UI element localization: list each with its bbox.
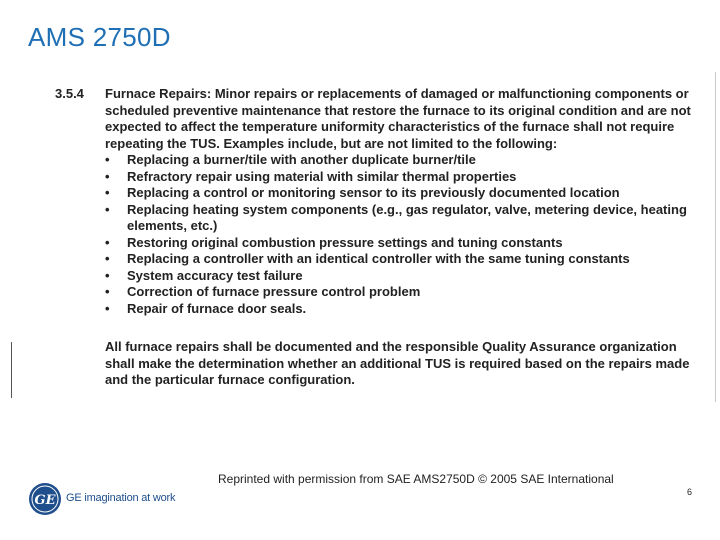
bullet-icon: •: [105, 234, 110, 250]
scanned-excerpt: [55, 86, 705, 389]
bullet-icon: •: [105, 300, 110, 316]
page-number: 6: [687, 487, 693, 497]
bullet-list: [105, 152, 705, 317]
logo-text: GE: [34, 493, 56, 508]
ge-logo-icon: [28, 482, 62, 516]
bullet-icon: •: [105, 267, 110, 283]
list-item: • Replacing heating system components (e.g., gas regulator, valve, metering device, heating elements, etc.): [105, 201, 687, 233]
bullet-icon: •: [105, 168, 110, 184]
scan-right-edge: [715, 72, 716, 402]
bullet-icon: •: [105, 201, 110, 217]
list-item: • Restoring original combustion pressure settings and tuning constants: [105, 234, 563, 250]
list-item: • Replacing a controller with an identical controller with the same tuning constants: [105, 251, 630, 266]
list-item: • Replacing a burner/tile with another duplicate burner/tile: [105, 152, 476, 167]
bullet-icon: •: [105, 152, 110, 167]
list-item: • Repair of furnace door seals.: [105, 300, 307, 316]
list-item: • System accuracy test failure: [105, 267, 303, 283]
bullet-icon: •: [105, 284, 110, 299]
section-number: 3.5.4: [55, 86, 84, 101]
list-item: • Replacing a control or monitoring sensor to its previously documented location: [105, 185, 620, 200]
list-item: • Correction of furnace pressure control problem: [105, 284, 421, 299]
bullet-icon: •: [105, 185, 110, 200]
intro-paragraph: Furnace Repairs: Minor repairs or replacements of damaged or malfunctioning components or scheduled preventive maintenance that restore the furnace to its original condition and are not expected to affect the temperature uniformity characteristics of the furnace shall not require repeating the TUS. Examples include, but are not limited to the following:: [105, 86, 691, 151]
list-item: • Refractory repair using material with similar thermal properties: [105, 168, 517, 184]
brand-tagline: GE imagination at work: [66, 492, 176, 504]
bullet-icon: •: [105, 251, 110, 266]
copyright-credit: Reprinted with permission from SAE AMS2750D © 2005 SAE International: [218, 472, 614, 486]
closing-paragraph: All furnace repairs shall be documented and the responsible Quality Assurance organization shall make the determination whether an additional TUS is required based on the repairs made and the particular furnace configuration.: [105, 339, 690, 387]
scan-left-edge: [11, 342, 12, 398]
slide-title: AMS 2750D: [28, 22, 171, 52]
